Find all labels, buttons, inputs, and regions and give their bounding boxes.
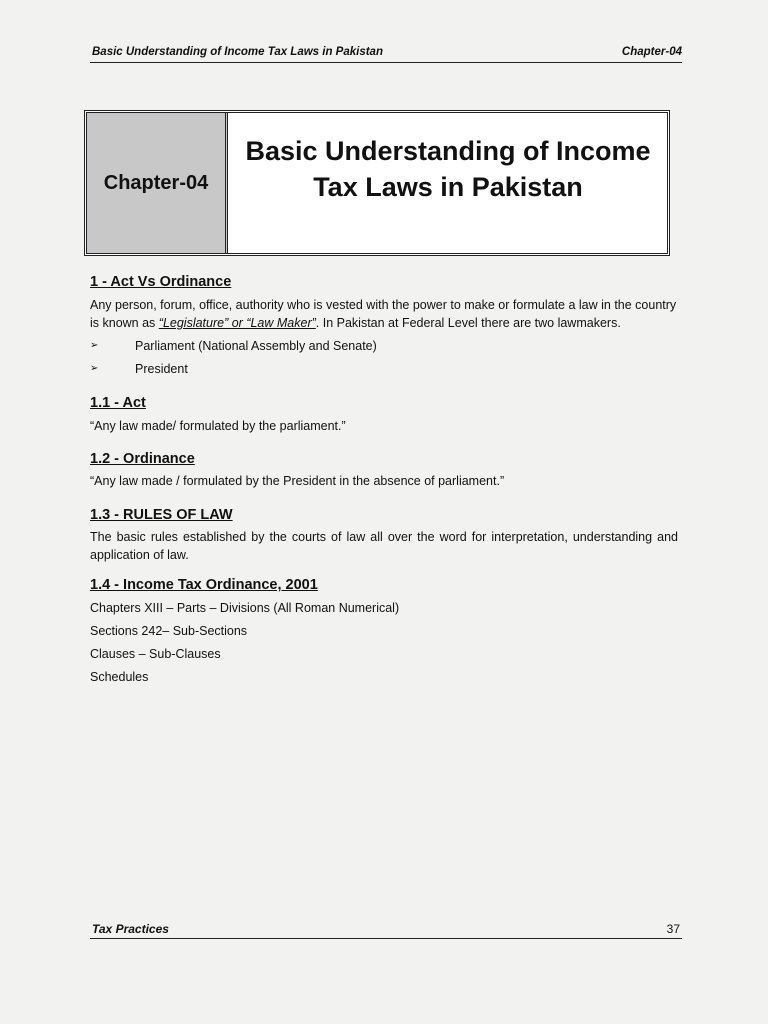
ordinance-structure-line: Chapters XIII – Parts – Divisions (All Roman Numerical) [90, 601, 400, 615]
ordinance-structure-line: Sections 242– Sub-Sections [90, 624, 248, 638]
paragraph-line-2-post: . In Pakistan at Federal Level there are two lawmakers. [315, 316, 621, 330]
footer-title: Tax Practices [92, 922, 169, 936]
ordinance-structure-line: Schedules [90, 670, 149, 684]
rules-of-law-text: The basic rules established by the courts of law all over the word for interpretation, understanding and application of law. [90, 530, 678, 562]
header-title: Basic Understanding of Income Tax Laws in Pakistan [92, 46, 383, 58]
page-number: 37 [666, 922, 680, 936]
section-heading-rules-of-law: 1.3 - RULES OF LAW [90, 507, 233, 523]
legislature-term: “Legislature” or “Law Maker” [158, 316, 316, 330]
arrow-bullet-icon: ➢ [90, 340, 99, 351]
chapter-title-line-2: Tax Laws in Pakistan [313, 172, 583, 202]
section-heading-ordinance: 1.2 - Ordinance [90, 451, 195, 467]
chapter-title-line-1: Basic Understanding of Income [245, 136, 651, 166]
chapter-title [229, 133, 667, 205]
running-header [90, 44, 682, 63]
header-chapter: Chapter-04 [621, 46, 682, 58]
section-paragraph [90, 296, 678, 332]
list-item-text: Parliament (National Assembly and Senate) [135, 339, 377, 353]
section-heading-act: 1.1 - Act [90, 395, 146, 411]
section-heading-income-tax-ordinance: 1.4 - Income Tax Ordinance, 2001 [90, 577, 318, 593]
running-footer [90, 920, 682, 939]
paragraph-line-1: Any person, forum, office, authority who is vested with the power to make or formulate a law in the country [90, 298, 677, 312]
ordinance-structure-line: Clauses – Sub-Clauses [90, 647, 221, 661]
section-heading-act-vs-ordinance: 1 - Act Vs Ordinance [90, 274, 232, 290]
list-item-text: President [135, 362, 188, 376]
paragraph-line-2-pre: is known as [90, 316, 159, 330]
ordinance-definition: “Any law made / formulated by the President in the absence of parliament.” [90, 474, 505, 488]
arrow-bullet-icon: ➢ [90, 363, 99, 374]
act-definition: “Any law made/ formulated by the parliament.” [90, 419, 346, 433]
chapter-number: Chapter-04 [87, 113, 228, 253]
chapter-title-box [84, 110, 670, 256]
